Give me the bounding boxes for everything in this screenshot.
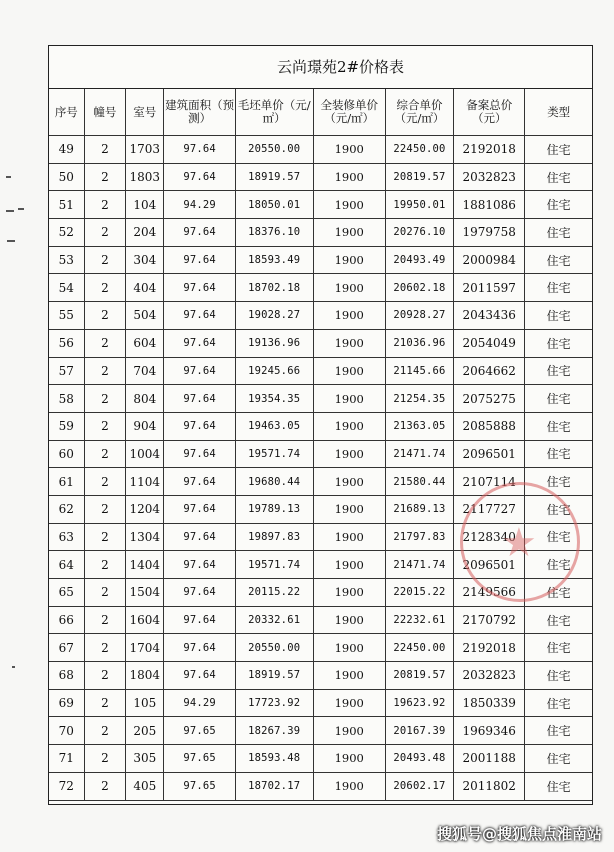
cell-shell-price: 20550.00 (235, 634, 313, 662)
cell-filed-total-price: 2085888 (454, 412, 525, 440)
cell-decoration-price: 1900 (313, 191, 385, 219)
cell-type: 住宅 (525, 246, 592, 274)
cell-total-unit-price: 22232.61 (385, 606, 453, 634)
table-row (49, 163, 592, 191)
table-row (49, 523, 592, 551)
cell-filed-total-price: 1969346 (454, 717, 525, 745)
cell-shell-price: 20550.00 (235, 136, 313, 164)
table-row (49, 191, 592, 219)
cell-decoration-price: 1900 (313, 136, 385, 164)
cell-seq: 60 (49, 440, 84, 468)
cell-building: 2 (84, 440, 126, 468)
cell-building: 2 (84, 551, 126, 579)
cell-area: 97.64 (164, 329, 235, 357)
cell-filed-total-price: 2096501 (454, 551, 525, 579)
cell-building: 2 (84, 717, 126, 745)
cell-filed-total-price: 2149566 (454, 579, 525, 607)
cell-type: 住宅 (525, 495, 592, 523)
table-row (49, 745, 592, 773)
cell-shell-price: 18267.39 (235, 717, 313, 745)
cell-room: 1804 (126, 662, 164, 690)
cell-room: 1704 (126, 634, 164, 662)
cell-decoration-price: 1900 (313, 163, 385, 191)
cell-room: 1604 (126, 606, 164, 634)
cell-decoration-price: 1900 (313, 219, 385, 247)
cell-seq: 62 (49, 495, 84, 523)
cell-seq: 63 (49, 523, 84, 551)
cell-total-unit-price: 22450.00 (385, 634, 453, 662)
table-row (49, 495, 592, 523)
cell-total-unit-price: 21145.66 (385, 357, 453, 385)
cell-area: 97.64 (164, 357, 235, 385)
cell-area: 97.64 (164, 385, 235, 413)
cell-shell-price: 19571.74 (235, 551, 313, 579)
cell-seq: 70 (49, 717, 84, 745)
cell-total-unit-price: 20928.27 (385, 302, 453, 330)
cell-type: 住宅 (525, 772, 592, 800)
header-decoration-price: 全装修单价（元/㎡） (313, 89, 385, 136)
cell-type: 住宅 (525, 717, 592, 745)
cell-type: 住宅 (525, 662, 592, 690)
cell-filed-total-price: 2032823 (454, 662, 525, 690)
cell-room: 1304 (126, 523, 164, 551)
cell-type: 住宅 (525, 302, 592, 330)
cell-filed-total-price: 2107114 (454, 468, 525, 496)
cell-seq: 71 (49, 745, 84, 773)
header-building: 幢号 (84, 89, 126, 136)
header-shell-price: 毛坯单价（元/㎡） (235, 89, 313, 136)
scan-mark (12, 666, 15, 668)
table-row (49, 136, 592, 164)
cell-total-unit-price: 21471.74 (385, 551, 453, 579)
cell-type: 住宅 (525, 440, 592, 468)
cell-decoration-price: 1900 (313, 495, 385, 523)
table-row (49, 246, 592, 274)
cell-room: 1404 (126, 551, 164, 579)
cell-room: 1504 (126, 579, 164, 607)
cell-total-unit-price: 20276.10 (385, 219, 453, 247)
table-row (49, 329, 592, 357)
cell-area: 97.64 (164, 551, 235, 579)
cell-room: 404 (126, 274, 164, 302)
scan-mark (18, 208, 24, 210)
cell-area: 97.64 (164, 468, 235, 496)
scan-mark (7, 240, 15, 242)
cell-decoration-price: 1900 (313, 662, 385, 690)
table-row (49, 385, 592, 413)
cell-filed-total-price: 2192018 (454, 136, 525, 164)
cell-filed-total-price: 2011597 (454, 274, 525, 302)
cell-shell-price: 19571.74 (235, 440, 313, 468)
cell-area: 97.64 (164, 302, 235, 330)
cell-total-unit-price: 20602.17 (385, 772, 453, 800)
cell-area: 97.64 (164, 274, 235, 302)
cell-decoration-price: 1900 (313, 440, 385, 468)
cell-room: 1703 (126, 136, 164, 164)
cell-seq: 54 (49, 274, 84, 302)
cell-decoration-price: 1900 (313, 634, 385, 662)
cell-shell-price: 19354.35 (235, 385, 313, 413)
cell-seq: 55 (49, 302, 84, 330)
cell-decoration-price: 1900 (313, 689, 385, 717)
cell-building: 2 (84, 468, 126, 496)
cell-room: 904 (126, 412, 164, 440)
cell-decoration-price: 1900 (313, 385, 385, 413)
cell-total-unit-price: 21689.13 (385, 495, 453, 523)
cell-area: 97.65 (164, 717, 235, 745)
cell-total-unit-price: 20602.18 (385, 274, 453, 302)
cell-decoration-price: 1900 (313, 579, 385, 607)
cell-filed-total-price: 1979758 (454, 219, 525, 247)
cell-seq: 50 (49, 163, 84, 191)
cell-area: 97.64 (164, 412, 235, 440)
cell-building: 2 (84, 302, 126, 330)
cell-building: 2 (84, 745, 126, 773)
cell-seq: 56 (49, 329, 84, 357)
cell-building: 2 (84, 495, 126, 523)
cell-filed-total-price: 1881086 (454, 191, 525, 219)
cell-type: 住宅 (525, 551, 592, 579)
cell-shell-price: 18919.57 (235, 662, 313, 690)
cell-filed-total-price: 2075275 (454, 385, 525, 413)
cell-seq: 49 (49, 136, 84, 164)
cell-decoration-price: 1900 (313, 357, 385, 385)
cell-decoration-price: 1900 (313, 523, 385, 551)
cell-area: 97.64 (164, 440, 235, 468)
cell-area: 97.64 (164, 662, 235, 690)
cell-decoration-price: 1900 (313, 329, 385, 357)
cell-total-unit-price: 21254.35 (385, 385, 453, 413)
header-row (49, 89, 592, 136)
table-row (49, 579, 592, 607)
cell-building: 2 (84, 772, 126, 800)
table-row (49, 689, 592, 717)
cell-building: 2 (84, 136, 126, 164)
cell-decoration-price: 1900 (313, 551, 385, 579)
cell-room: 604 (126, 329, 164, 357)
cell-decoration-price: 1900 (313, 274, 385, 302)
cell-decoration-price: 1900 (313, 606, 385, 634)
cell-filed-total-price: 2043436 (454, 302, 525, 330)
cell-total-unit-price: 19950.01 (385, 191, 453, 219)
cell-type: 住宅 (525, 163, 592, 191)
cell-filed-total-price: 2117727 (454, 495, 525, 523)
cell-filed-total-price: 2011802 (454, 772, 525, 800)
cell-room: 1803 (126, 163, 164, 191)
cell-type: 住宅 (525, 219, 592, 247)
cell-decoration-price: 1900 (313, 246, 385, 274)
cell-shell-price: 19897.83 (235, 523, 313, 551)
cell-shell-price: 20115.22 (235, 579, 313, 607)
cell-room: 504 (126, 302, 164, 330)
cell-decoration-price: 1900 (313, 302, 385, 330)
cell-type: 住宅 (525, 689, 592, 717)
cell-seq: 69 (49, 689, 84, 717)
cell-filed-total-price: 2001188 (454, 745, 525, 773)
cell-filed-total-price: 2096501 (454, 440, 525, 468)
cell-shell-price: 19136.96 (235, 329, 313, 357)
cell-seq: 65 (49, 579, 84, 607)
cell-decoration-price: 1900 (313, 412, 385, 440)
cell-total-unit-price: 21580.44 (385, 468, 453, 496)
cell-building: 2 (84, 689, 126, 717)
header-type: 类型 (525, 89, 592, 136)
cell-total-unit-price: 20493.48 (385, 745, 453, 773)
header-room: 室号 (126, 89, 164, 136)
cell-room: 305 (126, 745, 164, 773)
table-row (49, 634, 592, 662)
cell-shell-price: 18919.57 (235, 163, 313, 191)
cell-shell-price: 18050.01 (235, 191, 313, 219)
cell-building: 2 (84, 412, 126, 440)
cell-shell-price: 18593.48 (235, 745, 313, 773)
cell-seq: 72 (49, 772, 84, 800)
cell-total-unit-price: 21471.74 (385, 440, 453, 468)
cell-shell-price: 19028.27 (235, 302, 313, 330)
cell-type: 住宅 (525, 136, 592, 164)
cell-filed-total-price: 2192018 (454, 634, 525, 662)
cell-type: 住宅 (525, 385, 592, 413)
cell-building: 2 (84, 191, 126, 219)
price-table (49, 89, 592, 801)
cell-building: 2 (84, 163, 126, 191)
cell-area: 97.64 (164, 246, 235, 274)
cell-filed-total-price: 2032823 (454, 163, 525, 191)
table-row (49, 772, 592, 800)
cell-room: 205 (126, 717, 164, 745)
table-title: 云尚璟苑2#价格表 (49, 46, 592, 89)
cell-seq: 64 (49, 551, 84, 579)
scan-mark (6, 210, 14, 212)
cell-room: 304 (126, 246, 164, 274)
cell-shell-price: 18593.49 (235, 246, 313, 274)
cell-filed-total-price: 2170792 (454, 606, 525, 634)
cell-room: 704 (126, 357, 164, 385)
cell-room: 1204 (126, 495, 164, 523)
header-filed-total-price: 备案总价（元） (454, 89, 525, 136)
table-row (49, 412, 592, 440)
cell-area: 97.64 (164, 523, 235, 551)
cell-seq: 67 (49, 634, 84, 662)
cell-area: 97.65 (164, 772, 235, 800)
table-row (49, 302, 592, 330)
cell-shell-price: 18702.18 (235, 274, 313, 302)
cell-shell-price: 19680.44 (235, 468, 313, 496)
cell-shell-price: 20332.61 (235, 606, 313, 634)
cell-room: 1004 (126, 440, 164, 468)
cell-total-unit-price: 20493.49 (385, 246, 453, 274)
cell-decoration-price: 1900 (313, 717, 385, 745)
cell-total-unit-price: 22015.22 (385, 579, 453, 607)
table-row (49, 717, 592, 745)
cell-area: 97.64 (164, 495, 235, 523)
cell-shell-price: 18376.10 (235, 219, 313, 247)
cell-seq: 53 (49, 246, 84, 274)
cell-type: 住宅 (525, 191, 592, 219)
cell-room: 204 (126, 219, 164, 247)
cell-seq: 59 (49, 412, 84, 440)
cell-building: 2 (84, 579, 126, 607)
cell-room: 105 (126, 689, 164, 717)
cell-total-unit-price: 20819.57 (385, 662, 453, 690)
cell-building: 2 (84, 606, 126, 634)
cell-building: 2 (84, 662, 126, 690)
table-row (49, 662, 592, 690)
cell-room: 405 (126, 772, 164, 800)
table-row (49, 274, 592, 302)
cell-filed-total-price: 1850339 (454, 689, 525, 717)
cell-type: 住宅 (525, 468, 592, 496)
cell-shell-price: 17723.92 (235, 689, 313, 717)
cell-total-unit-price: 22450.00 (385, 136, 453, 164)
header-area: 建筑面积（预测） (164, 89, 235, 136)
cell-building: 2 (84, 385, 126, 413)
cell-shell-price: 18702.17 (235, 772, 313, 800)
cell-seq: 52 (49, 219, 84, 247)
cell-total-unit-price: 21797.83 (385, 523, 453, 551)
cell-total-unit-price: 21363.05 (385, 412, 453, 440)
cell-seq: 66 (49, 606, 84, 634)
cell-type: 住宅 (525, 634, 592, 662)
cell-filed-total-price: 2128340 (454, 523, 525, 551)
cell-total-unit-price: 20167.39 (385, 717, 453, 745)
cell-building: 2 (84, 246, 126, 274)
cell-decoration-price: 1900 (313, 772, 385, 800)
cell-area: 97.64 (164, 163, 235, 191)
cell-shell-price: 19463.05 (235, 412, 313, 440)
cell-room: 1104 (126, 468, 164, 496)
cell-type: 住宅 (525, 274, 592, 302)
cell-filed-total-price: 2054049 (454, 329, 525, 357)
cell-shell-price: 19245.66 (235, 357, 313, 385)
header-seq: 序号 (49, 89, 84, 136)
table-row (49, 551, 592, 579)
cell-total-unit-price: 19623.92 (385, 689, 453, 717)
cell-seq: 68 (49, 662, 84, 690)
table-row (49, 606, 592, 634)
cell-room: 804 (126, 385, 164, 413)
cell-type: 住宅 (525, 745, 592, 773)
cell-decoration-price: 1900 (313, 468, 385, 496)
cell-seq: 58 (49, 385, 84, 413)
cell-type: 住宅 (525, 329, 592, 357)
cell-building: 2 (84, 274, 126, 302)
table-row (49, 468, 592, 496)
cell-type: 住宅 (525, 579, 592, 607)
cell-filed-total-price: 2064662 (454, 357, 525, 385)
cell-building: 2 (84, 523, 126, 551)
cell-area: 97.64 (164, 579, 235, 607)
cell-seq: 51 (49, 191, 84, 219)
cell-room: 104 (126, 191, 164, 219)
cell-area: 94.29 (164, 191, 235, 219)
cell-area: 97.64 (164, 136, 235, 164)
cell-type: 住宅 (525, 357, 592, 385)
cell-building: 2 (84, 357, 126, 385)
scan-mark (6, 176, 11, 178)
cell-type: 住宅 (525, 606, 592, 634)
seal-star-icon: ★ (501, 520, 537, 566)
cell-building: 2 (84, 634, 126, 662)
cell-building: 2 (84, 329, 126, 357)
cell-area: 97.64 (164, 634, 235, 662)
cell-seq: 61 (49, 468, 84, 496)
cell-total-unit-price: 21036.96 (385, 329, 453, 357)
header-total-unit-price: 综合单价（元/㎡） (385, 89, 453, 136)
price-table-sheet (48, 45, 593, 805)
table-row (49, 440, 592, 468)
table-row (49, 219, 592, 247)
cell-type: 住宅 (525, 412, 592, 440)
cell-total-unit-price: 20819.57 (385, 163, 453, 191)
cell-type: 住宅 (525, 523, 592, 551)
cell-decoration-price: 1900 (313, 745, 385, 773)
cell-area: 97.65 (164, 745, 235, 773)
cell-seq: 57 (49, 357, 84, 385)
cell-area: 94.29 (164, 689, 235, 717)
cell-filed-total-price: 2000984 (454, 246, 525, 274)
cell-area: 97.64 (164, 606, 235, 634)
watermark: 搜狐号@搜狐焦点淮南站 (436, 825, 602, 843)
table-row (49, 357, 592, 385)
cell-shell-price: 19789.13 (235, 495, 313, 523)
cell-building: 2 (84, 219, 126, 247)
cell-area: 97.64 (164, 219, 235, 247)
